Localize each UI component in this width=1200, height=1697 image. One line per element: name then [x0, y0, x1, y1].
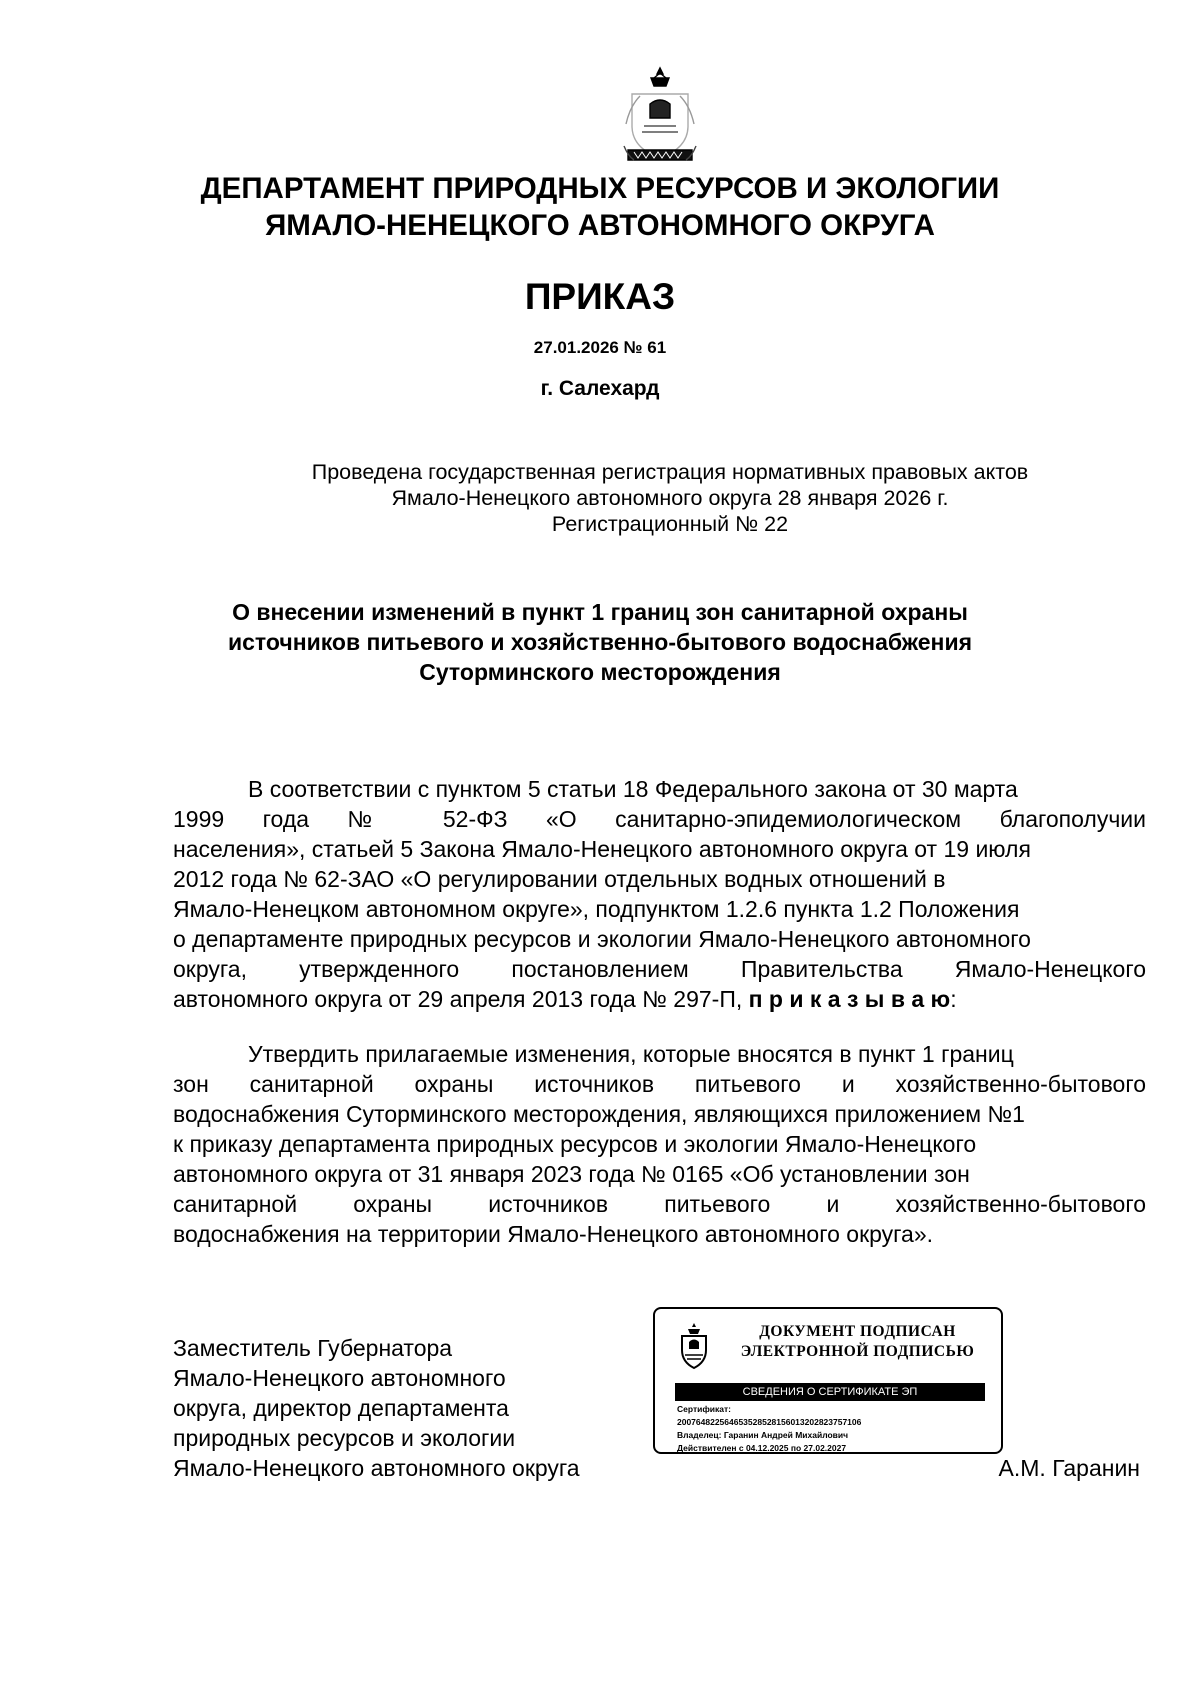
order-title: ПРИКАЗ — [524, 276, 676, 317]
registration-note — [100, 459, 1200, 537]
operative-paragraph — [173, 1039, 1146, 1249]
signer-line: Ямало-Ненецкого автономного — [173, 1365, 506, 1391]
signer-line: округа, директор департамента — [173, 1395, 509, 1421]
order-subject — [0, 597, 1200, 687]
signer-position — [173, 1333, 693, 1483]
certificate-validity: Действителен с 04.12.2025 по 27.02.2027 — [677, 1443, 847, 1453]
stamp-title-line-1: ДОКУМЕНТ ПОДПИСАН — [759, 1323, 956, 1340]
certificate-details — [677, 1403, 997, 1455]
certificate-owner: Владелец: Гаранин Андрей Михайлович — [677, 1430, 849, 1440]
stamp-title-line-2: ЭЛЕКТРОННОЙ ПОДПИСЬЮ — [740, 1343, 975, 1360]
preamble-line: Ямало-Ненецком автономном округе», подпунктом 1.2.6 пункта 1.2 Положения — [173, 896, 1020, 922]
preamble-line: 1999 года № 52-ФЗ «О санитарно-эпидемиологическом благополучии — [173, 806, 1146, 832]
registration-line-1: Проведена государственная регистрация нормативных правовых актов — [311, 460, 1029, 484]
subject-line-2: источников питьевого и хозяйственно-бытового водоснабжения — [227, 629, 973, 655]
order-date-number: 27.01.2026 № 61 — [533, 338, 667, 357]
department-line-2: ЯМАЛО-НЕНЕЦКОГО АВТОНОМНОГО ОКРУГА — [265, 209, 935, 242]
registration-line-2: Ямало-Ненецкого автономного округа 28 января 2026 г. — [391, 486, 949, 510]
certificate-number: 2007648225646535285281560132028237571​06 — [677, 1417, 862, 1427]
operative-line: зон санитарной охраны источников питьевого и хозяйственно-бытового — [173, 1071, 1146, 1097]
preamble-text: автономного округа от 29 апреля 2013 года № 297-П, — [173, 986, 749, 1012]
certificate-label: Сертификат: — [677, 1404, 731, 1414]
coat-of-arms-icon — [679, 1322, 709, 1370]
operative-line: к приказу департамента природных ресурсов и экологии Ямало-Ненецкого — [173, 1131, 977, 1157]
electronic-signature-stamp — [653, 1307, 1003, 1454]
signer-name: А.М. Гаранин — [998, 1455, 1140, 1481]
operative-line: санитарной охраны источников питьевого и хозяйственно-бытового — [173, 1191, 1146, 1217]
preamble-line: населения», статьей 5 Закона Ямало-Ненецкого автономного округа от 19 июля — [173, 836, 1031, 862]
signer-line: Ямало-Ненецкого автономного округа — [173, 1455, 580, 1481]
subject-line-3: Суторминского месторождения — [419, 659, 781, 685]
colon: : — [950, 986, 957, 1012]
preamble-line: о департаменте природных ресурсов и экологии Ямало-Ненецкого автономного — [173, 926, 1031, 952]
signer-line: природных ресурсов и экологии — [173, 1425, 516, 1451]
operative-line: автономного округа от 31 января 2023 года № 0165 «Об установлении зон — [173, 1161, 970, 1187]
order-verb: п р и к а з ы в а ю — [748, 986, 951, 1012]
preamble-line: 2012 года № 62-ЗАО «О регулировании отдельных водных отношений в — [173, 866, 946, 892]
certificate-info-bar: СВЕДЕНИЯ О СЕРТИФИКАТЕ ЭП — [675, 1383, 985, 1401]
preamble-paragraph — [173, 774, 1146, 1014]
stamp-title — [725, 1322, 990, 1362]
signer-line: Заместитель Губернатора — [173, 1335, 453, 1361]
order-city: г. Салехард — [540, 377, 660, 400]
department-line-1: ДЕПАРТАМЕНТ ПРИРОДНЫХ РЕСУРСОВ И ЭКОЛОГИИ — [200, 172, 1000, 205]
preamble-line: В соответствии с пунктом 5 статьи 18 Федерального закона от 30 марта — [248, 776, 1018, 802]
operative-line: Утвердить прилагаемые изменения, которые вносятся в пункт 1 границ — [248, 1041, 1014, 1067]
preamble-line: округа, утвержденного постановлением Правительства Ямало-Ненецкого — [173, 956, 1146, 982]
preamble-line-last — [173, 984, 1146, 1014]
operative-line: водоснабжения Суторминского месторождения, являющихся приложением №1 — [173, 1101, 1025, 1127]
subject-line-1: О внесении изменений в пункт 1 границ зон санитарной охраны — [232, 599, 968, 625]
coat-of-arms-emblem — [620, 66, 700, 168]
department-name — [0, 170, 1200, 244]
registration-line-3: Регистрационный № 22 — [551, 512, 789, 536]
operative-line: водоснабжения на территории Ямало-Ненецкого автономного округа». — [173, 1221, 934, 1247]
